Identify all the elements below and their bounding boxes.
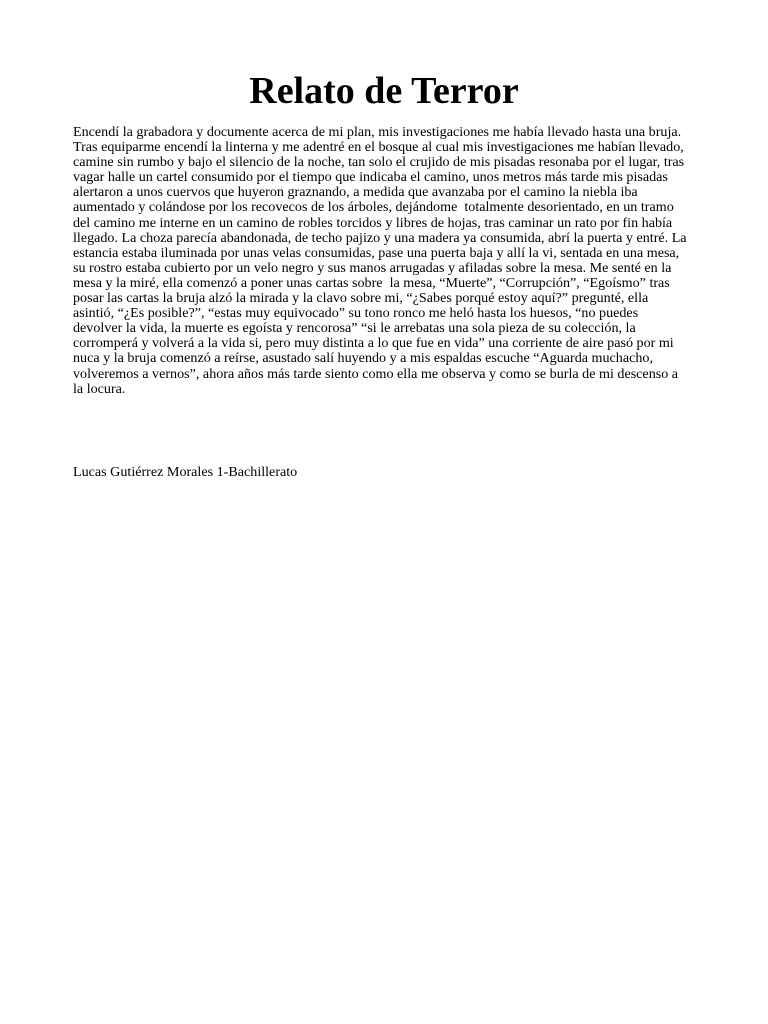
paragraph-line: corromperá y volverá a la vida si, pero muy distinta a lo que fue en vida” una corriente de aire pasó por mi bbox=[73, 335, 674, 352]
paragraph-line: posar las cartas la bruja alzó la mirada y la clavo sobre mi, “¿Sabes porqué estoy aquí?” pregunté, ella bbox=[73, 290, 649, 307]
paragraph-line: volveremos a vernos”, ahora años más tarde siento como ella me observa y como se burla de mi descenso a bbox=[73, 365, 679, 382]
paragraph-line: estancia estaba iluminada por unas velas consumidas, pase una puerta baja y allí la vi, sentada en una mesa, bbox=[73, 244, 680, 261]
paragraph-line: vagar halle un cartel consumido por el tiempo que indicaba el camino, unos metros más tarde mis pisadas bbox=[73, 169, 668, 186]
paragraph-line: del camino me interne en un camino de robles torcidos y libres de hojas, tras caminar un rato por fin había bbox=[73, 214, 673, 231]
author-signature: Lucas Gutiérrez Morales 1-Bachillerato bbox=[73, 464, 298, 480]
paragraph-line: asintió, “¿Es posible?”, “estas muy equivocado” su tono ronco me heló hasta los huesos, “no puedes bbox=[73, 305, 639, 322]
document-title: Relato de Terror bbox=[249, 70, 519, 112]
paragraph-line: camine sin rumbo y bajo el silencio de la noche, tan solo el crujido de mis pisadas resonaba por el lugar, tras bbox=[73, 154, 685, 171]
paragraph-line: llegado. La choza parecía abandonada, de techo pajizo y una madera ya consumida, abrí la puerta y entré. La bbox=[73, 229, 687, 246]
paragraph-line: Encendí la grabadora y documente acerca de mi plan, mis investigaciones me había llevado hasta una bruja. bbox=[73, 124, 682, 140]
paragraph-line: mesa y la miré, ella comenzó a poner unas cartas sobre la mesa, “Muerte”, “Corrupción”, “Egoísmo” tras bbox=[73, 274, 670, 291]
story-paragraph bbox=[73, 125, 695, 397]
paragraph-line: alertaron a unos cuervos que huyeron graznando, a medida que avanzaba por el camino la niebla iba bbox=[73, 184, 638, 201]
paragraph-line: aumentado y colándose por los recovecos de los árboles, dejándome totalmente desorientado, en un tramo bbox=[73, 199, 674, 216]
paragraph-line: devolver la vida, la muerte es egoísta y rencorosa” “si le arrebatas una sola pieza de su colección, la bbox=[73, 320, 636, 337]
paragraph-line: nuca y la bruja comenzó a reírse, asustado salí huyendo y a mis espaldas escuche “Aguarda muchacho, bbox=[73, 350, 653, 367]
paragraph-line: Tras equiparme encendí la linterna y me adentré en el bosque al cual mis investigaciones me habían llevado, bbox=[73, 139, 684, 156]
paragraph-line: la locura. bbox=[73, 380, 126, 397]
paragraph-line: su rostro estaba cubierto por un velo negro y sus manos arrugadas y afiladas sobre la mesa. Me senté en la bbox=[73, 259, 672, 276]
